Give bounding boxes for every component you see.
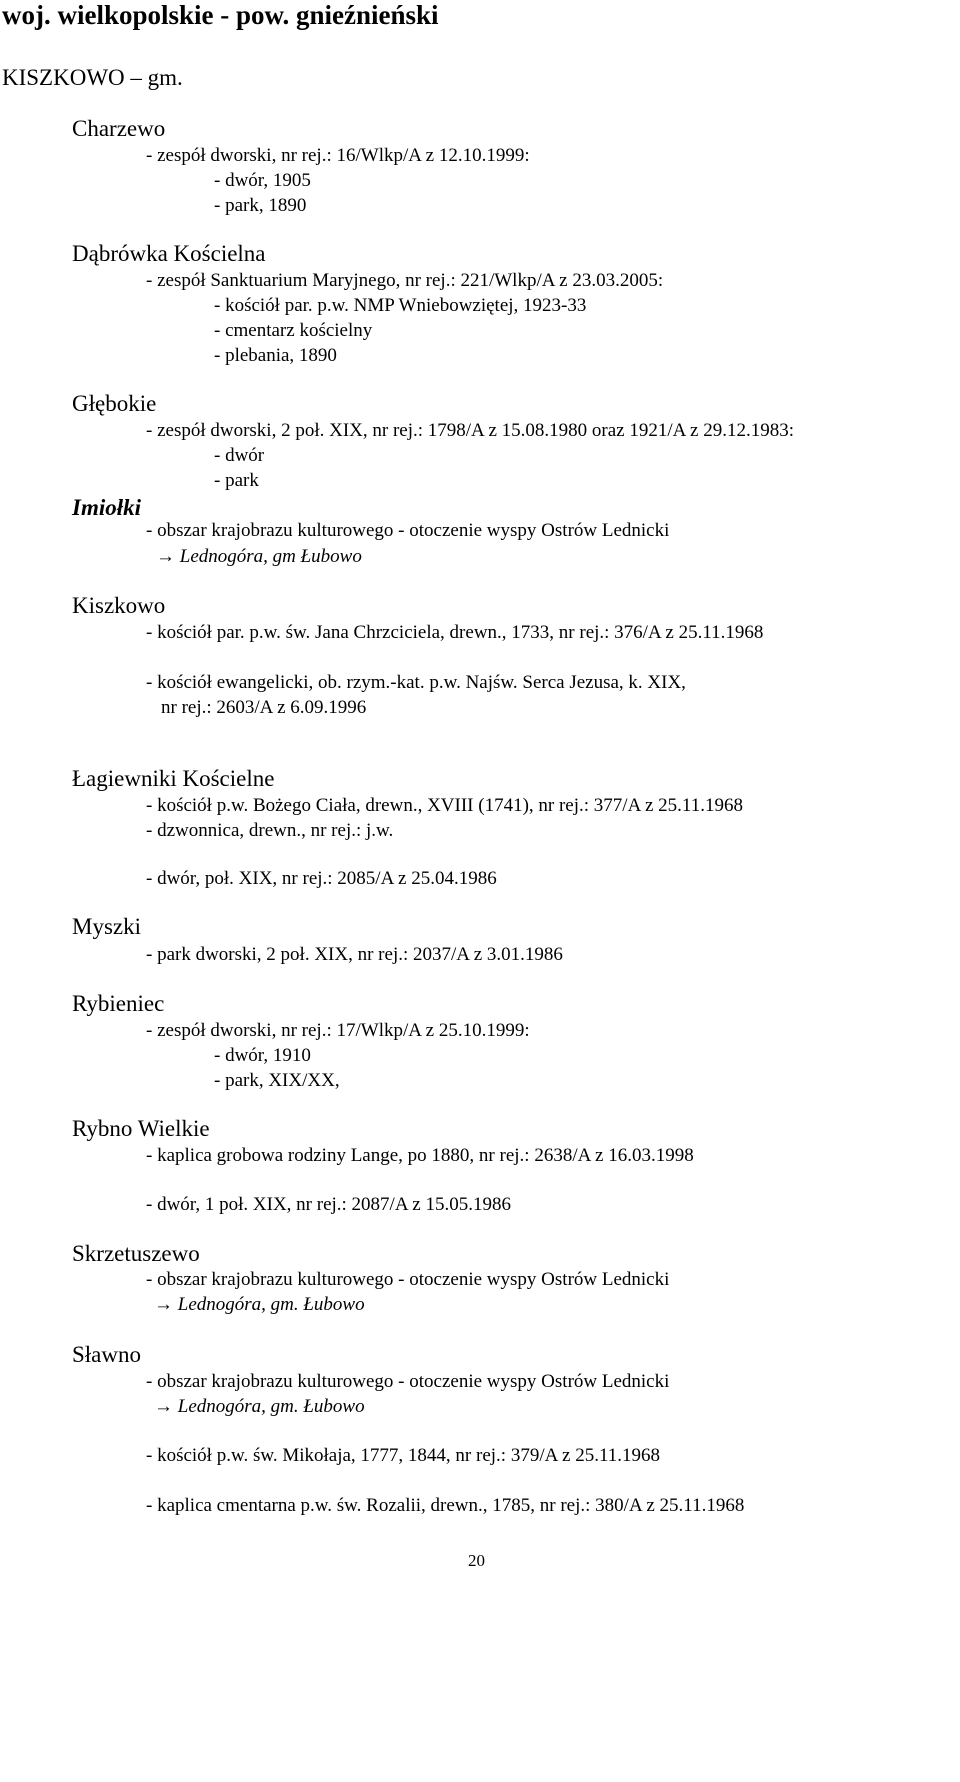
place-name: Imiołki (72, 495, 142, 520)
place-name: Kiszkowo (72, 593, 166, 618)
place-name: Sławno (72, 1342, 141, 1367)
entry-line: - zespół dworski, nr rej.: 17/Wlkp/A z 25.10.1999: (146, 1020, 530, 1041)
entry-line: - dwór, poł. XIX, nr rej.: 2085/A z 25.04.1986 (146, 868, 497, 889)
entry-line: - park, 1890 (214, 195, 307, 216)
entry-line: - kościół par. p.w. NMP Wniebowziętej, 1923-33 (214, 295, 587, 316)
entry-line: - kaplica grobowa rodziny Lange, po 1880, nr rej.: 2638/A z 16.03.1998 (146, 1145, 694, 1166)
page-title: woj. wielkopolskie - pow. gnieźnieński (2, 0, 439, 30)
entry-line: - kościół ewangelicki, ob. rzym.-kat. p.w. Najśw. Serca Jezusa, k. XIX, (146, 672, 686, 693)
cross-reference: → Lednogóra, gm. Łubowo (154, 1294, 365, 1315)
entry-line: - dzwonnica, drewn., nr rej.: j.w. (146, 820, 394, 841)
entry-line: nr rej.: 2603/A z 6.09.1996 (161, 697, 367, 718)
entry-line: - obszar krajobrazu kulturowego - otoczenie wyspy Ostrów Lednicki (146, 1371, 670, 1392)
place-name: Głębokie (72, 391, 157, 416)
cross-reference: → Lednogóra, gm Łubowo (156, 546, 362, 567)
place-name: Rybno Wielkie (72, 1116, 210, 1141)
entry-line: - obszar krajobrazu kulturowego - otoczenie wyspy Ostrów Lednicki (146, 520, 670, 541)
entry-line: - kościół p.w. Bożego Ciała, drewn., XVIII (1741), nr rej.: 377/A z 25.11.1968 (146, 795, 743, 816)
entry-line: - zespół dworski, nr rej.: 16/Wlkp/A z 12.10.1999: (146, 145, 530, 166)
entry-line: - kościół p.w. św. Mikołaja, 1777, 1844, nr rej.: 379/A z 25.11.1968 (146, 1445, 661, 1466)
place-name: Skrzetuszewo (72, 1241, 200, 1266)
place-name: Łagiewniki Kościelne (72, 766, 275, 791)
cross-reference: → Lednogóra, gm. Łubowo (154, 1396, 365, 1417)
entry-line: - dwór, 1910 (214, 1045, 311, 1066)
entry-line: - kościół par. p.w. św. Jana Chrzciciela, drewn., 1733, nr rej.: 376/A z 25.11.1968 (146, 622, 764, 643)
entry-line: - plebania, 1890 (214, 345, 337, 366)
entry-line: - zespół Sanktuarium Maryjnego, nr rej.: 221/Wlkp/A z 23.03.2005: (146, 270, 664, 291)
place-name: Charzewo (72, 116, 166, 141)
entry-line: - cmentarz kościelny (214, 320, 373, 341)
entry-line: - dwór (214, 445, 265, 466)
page-number: 20 (468, 1551, 485, 1570)
entry-line: - zespół dworski, 2 poł. XIX, nr rej.: 1798/A z 15.08.1980 oraz 1921/A z 29.12.1983: (146, 420, 795, 441)
place-name: Rybieniec (72, 991, 165, 1016)
entry-line: - park (214, 470, 259, 491)
entry-line: - dwór, 1 poł. XIX, nr rej.: 2087/A z 15.05.1986 (146, 1194, 511, 1215)
place-name: Myszki (72, 914, 141, 939)
gmina-heading: KISZKOWO – gm. (2, 65, 183, 90)
entry-line: - obszar krajobrazu kulturowego - otoczenie wyspy Ostrów Lednicki (146, 1269, 670, 1290)
entry-line: - park dworski, 2 poł. XIX, nr rej.: 2037/A z 3.01.1986 (146, 944, 563, 965)
place-name: Dąbrówka Kościelna (72, 241, 266, 266)
entry-line: - park, XIX/XX, (214, 1070, 340, 1091)
entry-line: - dwór, 1905 (214, 170, 311, 191)
entry-line: - kaplica cmentarna p.w. św. Rozalii, drewn., 1785, nr rej.: 380/A z 25.11.1968 (146, 1495, 745, 1516)
